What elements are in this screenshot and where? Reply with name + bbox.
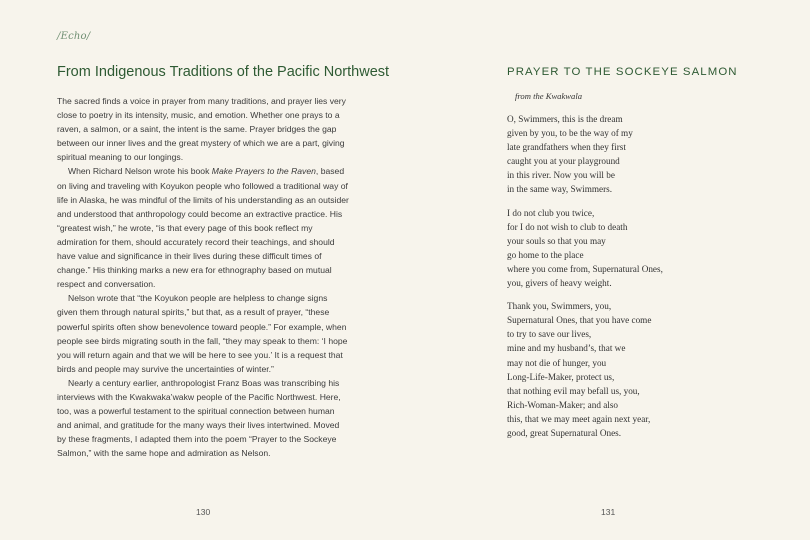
poem-line: your souls so that you may	[507, 235, 606, 246]
poem-line: where you come from, Supernatural Ones,	[507, 263, 663, 274]
poem-line: Rich-Woman-Maker; and also	[507, 399, 619, 410]
poem-line: Long-Life-Maker, protect us,	[507, 371, 615, 382]
essay-paragraph	[57, 94, 349, 164]
paragraph-text: The sacred finds a voice in prayer from many traditions, and prayer lies very close to poetry in its intensity, music, and emotion. Whether one prays to a raven, a salmon, or a saint, the intent is the same. Prayer bridges the gap between our inner lives and the great mystery of which we are a part, giving spiritual meaning to our longings.	[57, 96, 346, 163]
essay-paragraph	[57, 376, 349, 461]
poem-title: PRAYER TO THE SOCKEYE SALMON	[507, 66, 738, 78]
poem-line: given by you, to be the way of my	[507, 128, 633, 139]
poem-line: in the same way, Swimmers.	[507, 184, 613, 195]
poem-stanza	[507, 206, 777, 291]
paragraph-text: Nearly a century earlier, anthropologist Franz Boas was transcribing his interviews with the Kwakwaka’wakw people of the Pacific Northwest. Here, too, was a powerful testament to the spiritual connection between human and animal, and gratitude for the many ways their lives intertwined. Moved by these fragments, I adapted them into the poem “Prayer to the Sockeye Salmon,” with the same hope and admiration as Nelson.	[57, 377, 341, 459]
poem-line: in this river. Now you will be	[507, 170, 615, 181]
poem-source: from the Kwakwala	[515, 91, 582, 101]
paragraph-text: Nelson wrote that “the Koyukon people are helpless to change signs given them through natural spirits,” but that, as a result of prayer, “these powerful spirits often show benevolence toward people.” For example, when people see birds migrating south in the fall, “they may speak to them: ‘I hope you will return again and that we will be here to see you.’ It is a request that birds and people may survive the uncertainties of winter.”	[57, 293, 348, 374]
poem-line: go home to the place	[507, 249, 584, 260]
poem-line: late grandfathers when they first	[507, 142, 626, 153]
poem-line: may not die of hunger, you	[507, 357, 607, 368]
essay-paragraph	[57, 164, 349, 291]
poem-line: caught you at your playground	[507, 156, 620, 167]
page-number: 130	[196, 507, 211, 517]
right-page	[405, 0, 810, 540]
poem-line: that nothing evil may befall us, you,	[507, 385, 640, 396]
poem-line: mine and my husband’s, that we	[507, 343, 626, 354]
poem-stanza	[507, 299, 777, 440]
poem-stanza	[507, 112, 777, 197]
poem-line: I do not club you twice,	[507, 207, 595, 218]
poem-line: Thank you, Swimmers, you,	[507, 301, 612, 312]
poem-line: you, givers of heavy weight.	[507, 278, 612, 289]
poem-line: O, Swimmers, this is the dream	[507, 114, 623, 124]
poem-line: Supernatural Ones, that you have come	[507, 315, 652, 326]
paragraph-text: , based on living and traveling with Koyukon people who followed a traditional way of life in Alaska, he was mindful of the limits of his understanding as an outsider and understood that anthropology could become an extractive practice. His “greatest wish,” he wrote, “is that every page of this book reflect my admiration for them, should accurately record their teachings, and should have value and significance in their lives during these difficult times of change.” His thinking marks a new era for ethnography based on mutual respect and conversation.	[57, 166, 349, 290]
chapter-title: From Indigenous Traditions of the Pacific Northwest	[57, 64, 390, 80]
poem-line: good, great Supernatural Ones.	[507, 427, 622, 438]
essay-body	[57, 94, 349, 460]
running-head: /Echo/	[57, 31, 91, 42]
essay-paragraph	[57, 291, 349, 376]
paragraph-text: When Richard Nelson wrote his book	[68, 166, 212, 177]
book-title-italic: Make Prayers to the Raven	[211, 166, 316, 177]
page-number: 131	[601, 507, 616, 517]
poem-line: this, that we may meet again next year,	[507, 413, 651, 424]
poem-line: to try to save our lives,	[507, 329, 592, 340]
poem-line: for I do not wish to club to death	[507, 221, 628, 232]
poem-body	[507, 112, 777, 449]
